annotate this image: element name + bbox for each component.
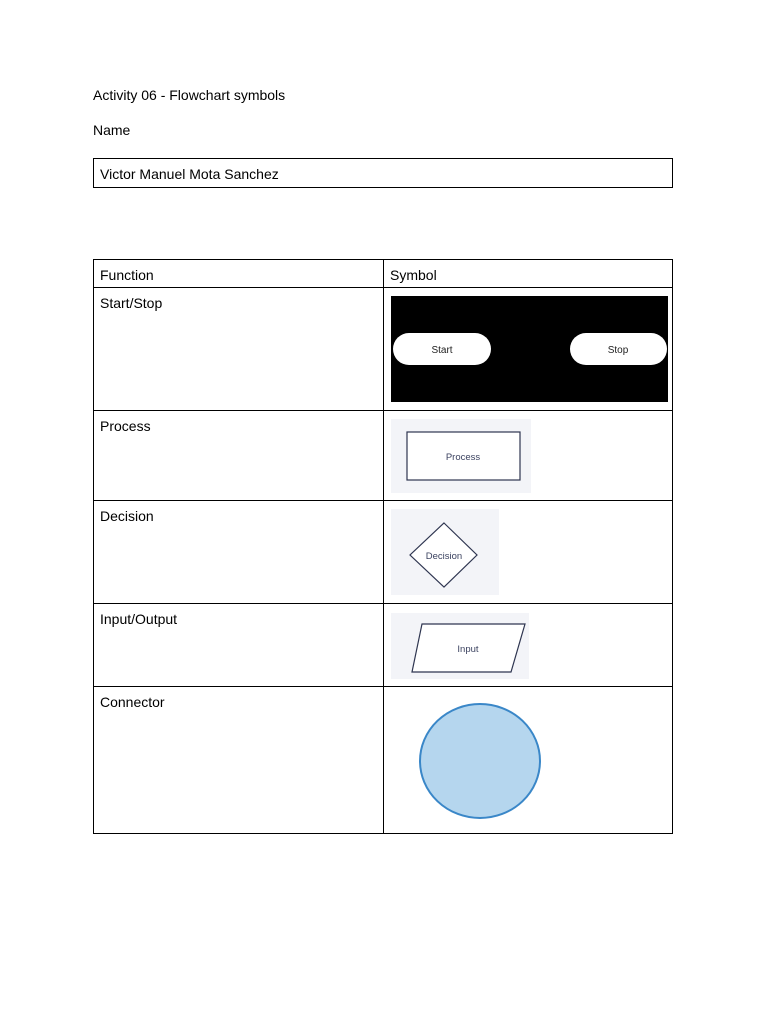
- table-row: [94, 604, 673, 687]
- function-label: Connector: [100, 694, 165, 710]
- function-cell: [94, 288, 384, 411]
- symbol-cell: [384, 501, 673, 604]
- document-title: Activity 06 - Flowchart symbols: [93, 87, 286, 103]
- decision-symbol: [391, 509, 499, 595]
- function-cell: [94, 501, 384, 604]
- input-output-symbol: [391, 613, 529, 679]
- table-header-row: [94, 260, 673, 288]
- function-label: Process: [100, 418, 151, 434]
- symbol-cell: [384, 411, 673, 501]
- process-text: Process: [445, 452, 481, 463]
- name-value: Victor Manuel Mota Sanchez: [100, 166, 279, 182]
- table-row: [94, 411, 673, 501]
- header-symbol: Symbol: [390, 267, 437, 283]
- symbol-cell: [384, 604, 673, 687]
- start-stop-symbol: [391, 296, 668, 402]
- flowchart-symbols-table: [93, 259, 673, 834]
- name-label: Name: [93, 122, 131, 138]
- process-symbol: [391, 419, 531, 493]
- header-cell-function: [94, 260, 384, 288]
- stop-text: Stop: [607, 345, 629, 356]
- table-row: [94, 288, 673, 411]
- table-row: [94, 501, 673, 604]
- symbol-cell: [384, 288, 673, 411]
- connector-symbol: [417, 701, 543, 821]
- function-cell: [94, 411, 384, 501]
- function-label: Start/Stop: [100, 295, 163, 311]
- function-label: Input/Output: [100, 611, 178, 627]
- function-cell: [94, 604, 384, 687]
- header-function: Function: [100, 267, 154, 283]
- start-text: Start: [431, 345, 453, 356]
- name-field[interactable]: [93, 158, 673, 188]
- connector-circle: [420, 704, 540, 818]
- function-label: Decision: [100, 508, 154, 524]
- function-cell: [94, 687, 384, 834]
- decision-text: Decision: [425, 551, 463, 562]
- input-text: Input: [457, 644, 479, 655]
- symbol-cell: [384, 687, 673, 834]
- header-cell-symbol: [384, 260, 673, 288]
- table-row: [94, 687, 673, 834]
